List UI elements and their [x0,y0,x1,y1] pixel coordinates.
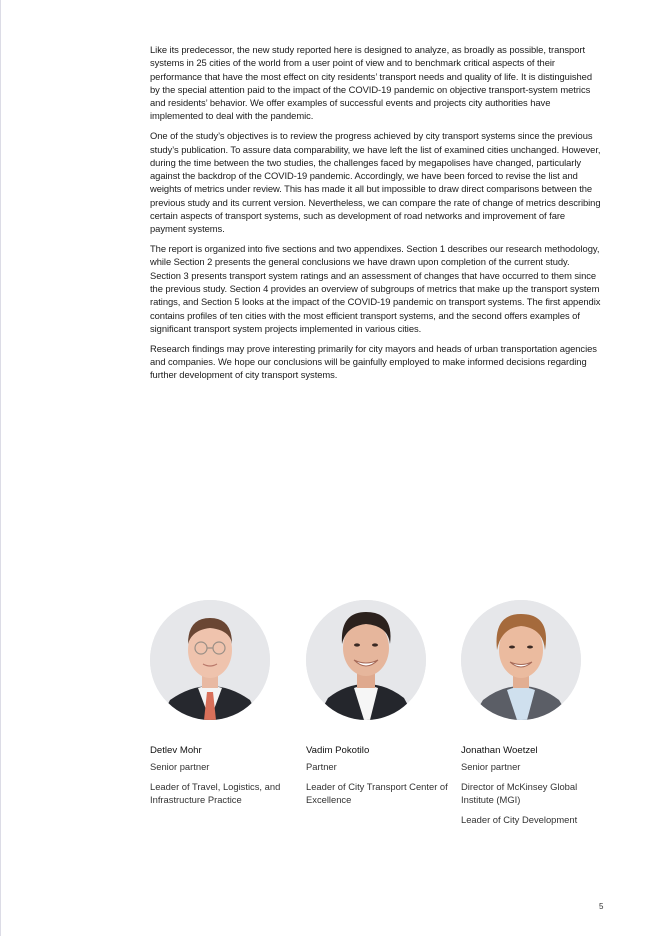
paragraph-3: The report is organized into five sections and two appendixes. Section 1 describes our research methodology, while Section 2 presents the general conclusions we have drawn upon completion of the current study. Section 3 presents transport system ratings and an assessment of changes that have occurred to them since the previous study. Section 4 provides an overview of subgroups of metrics that make up the transport system ratings, and Section 5 looks at the impact of the COVID-19 pandemic on transport systems. The first appendix contains profiles of ten cities with the most efficient transport systems, and the second offers examples of significant transport system projects implemented in various cities. [150,243,601,334]
author-name: Jonathan Woetzel [461,745,538,756]
author-description: Leader of City Transport Center of Excellence [306,781,448,805]
avatar [461,600,581,720]
author-role: Senior partner [150,761,210,772]
paragraph-2: One of the study’s objectives is to review the progress achieved by city transport systems since the previous study’s publication. To assure data comparability, we have left the list of examined cities unchanged. However, during the time between the two studies, the challenges faced by megapolises have changed, particularly against the backdrop of the COVID-19 pandemic. Accordingly, we have been forced to revise the list and weights of metrics under review. This has made it all but impossible to draw direct comparisons between the previous study and its current version. Nevertheless, we can compare the rate of change of metrics describing certain aspects of transport systems, such as development of road networks and improvement of fare payment systems. [150,130,601,235]
author-role: Senior partner [461,761,521,772]
body-text [150,43,602,388]
avatar [150,600,270,720]
author-description-secondary: Leader of City Development [461,814,578,825]
author-name: Vadim Pokotilo [306,745,370,756]
author-card-detlev-mohr [150,600,300,806]
paragraph-4: Research findings may prove interesting primarily for city mayors and heads of urban transportation agencies and companies. We hope our conclusions will be gainfully employed to make informed decisions regarding further development of city transport systems. [150,342,597,381]
author-role: Partner [306,761,337,772]
paragraph-1: Like its predecessor, the new study reported here is designed to analyze, as broadly as possible, transport systems in 25 cities of the world from a user point of view and to benchmark critical aspects of their performance that have the most effect on city residents’ transport needs and quality of life. It is distinguished by the special attention paid to the impact of the COVID-19 pandemic on objective transport-system metrics and residents’ behavior. We offer examples of successful events and projects city authorities have implemented to deal with the pandemic. [150,44,592,122]
author-card-jonathan-woetzel [461,600,611,826]
page-number: 5 [599,902,604,911]
avatar [306,600,426,720]
author-card-vadim-pokotilo [306,600,456,806]
page-edge [0,0,1,936]
author-name: Detlev Mohr [150,745,202,756]
author-description: Director of McKinsey Global Institute (MGI) [461,781,578,805]
author-description: Leader of Travel, Logistics, and Infrastructure Practice [150,781,281,805]
